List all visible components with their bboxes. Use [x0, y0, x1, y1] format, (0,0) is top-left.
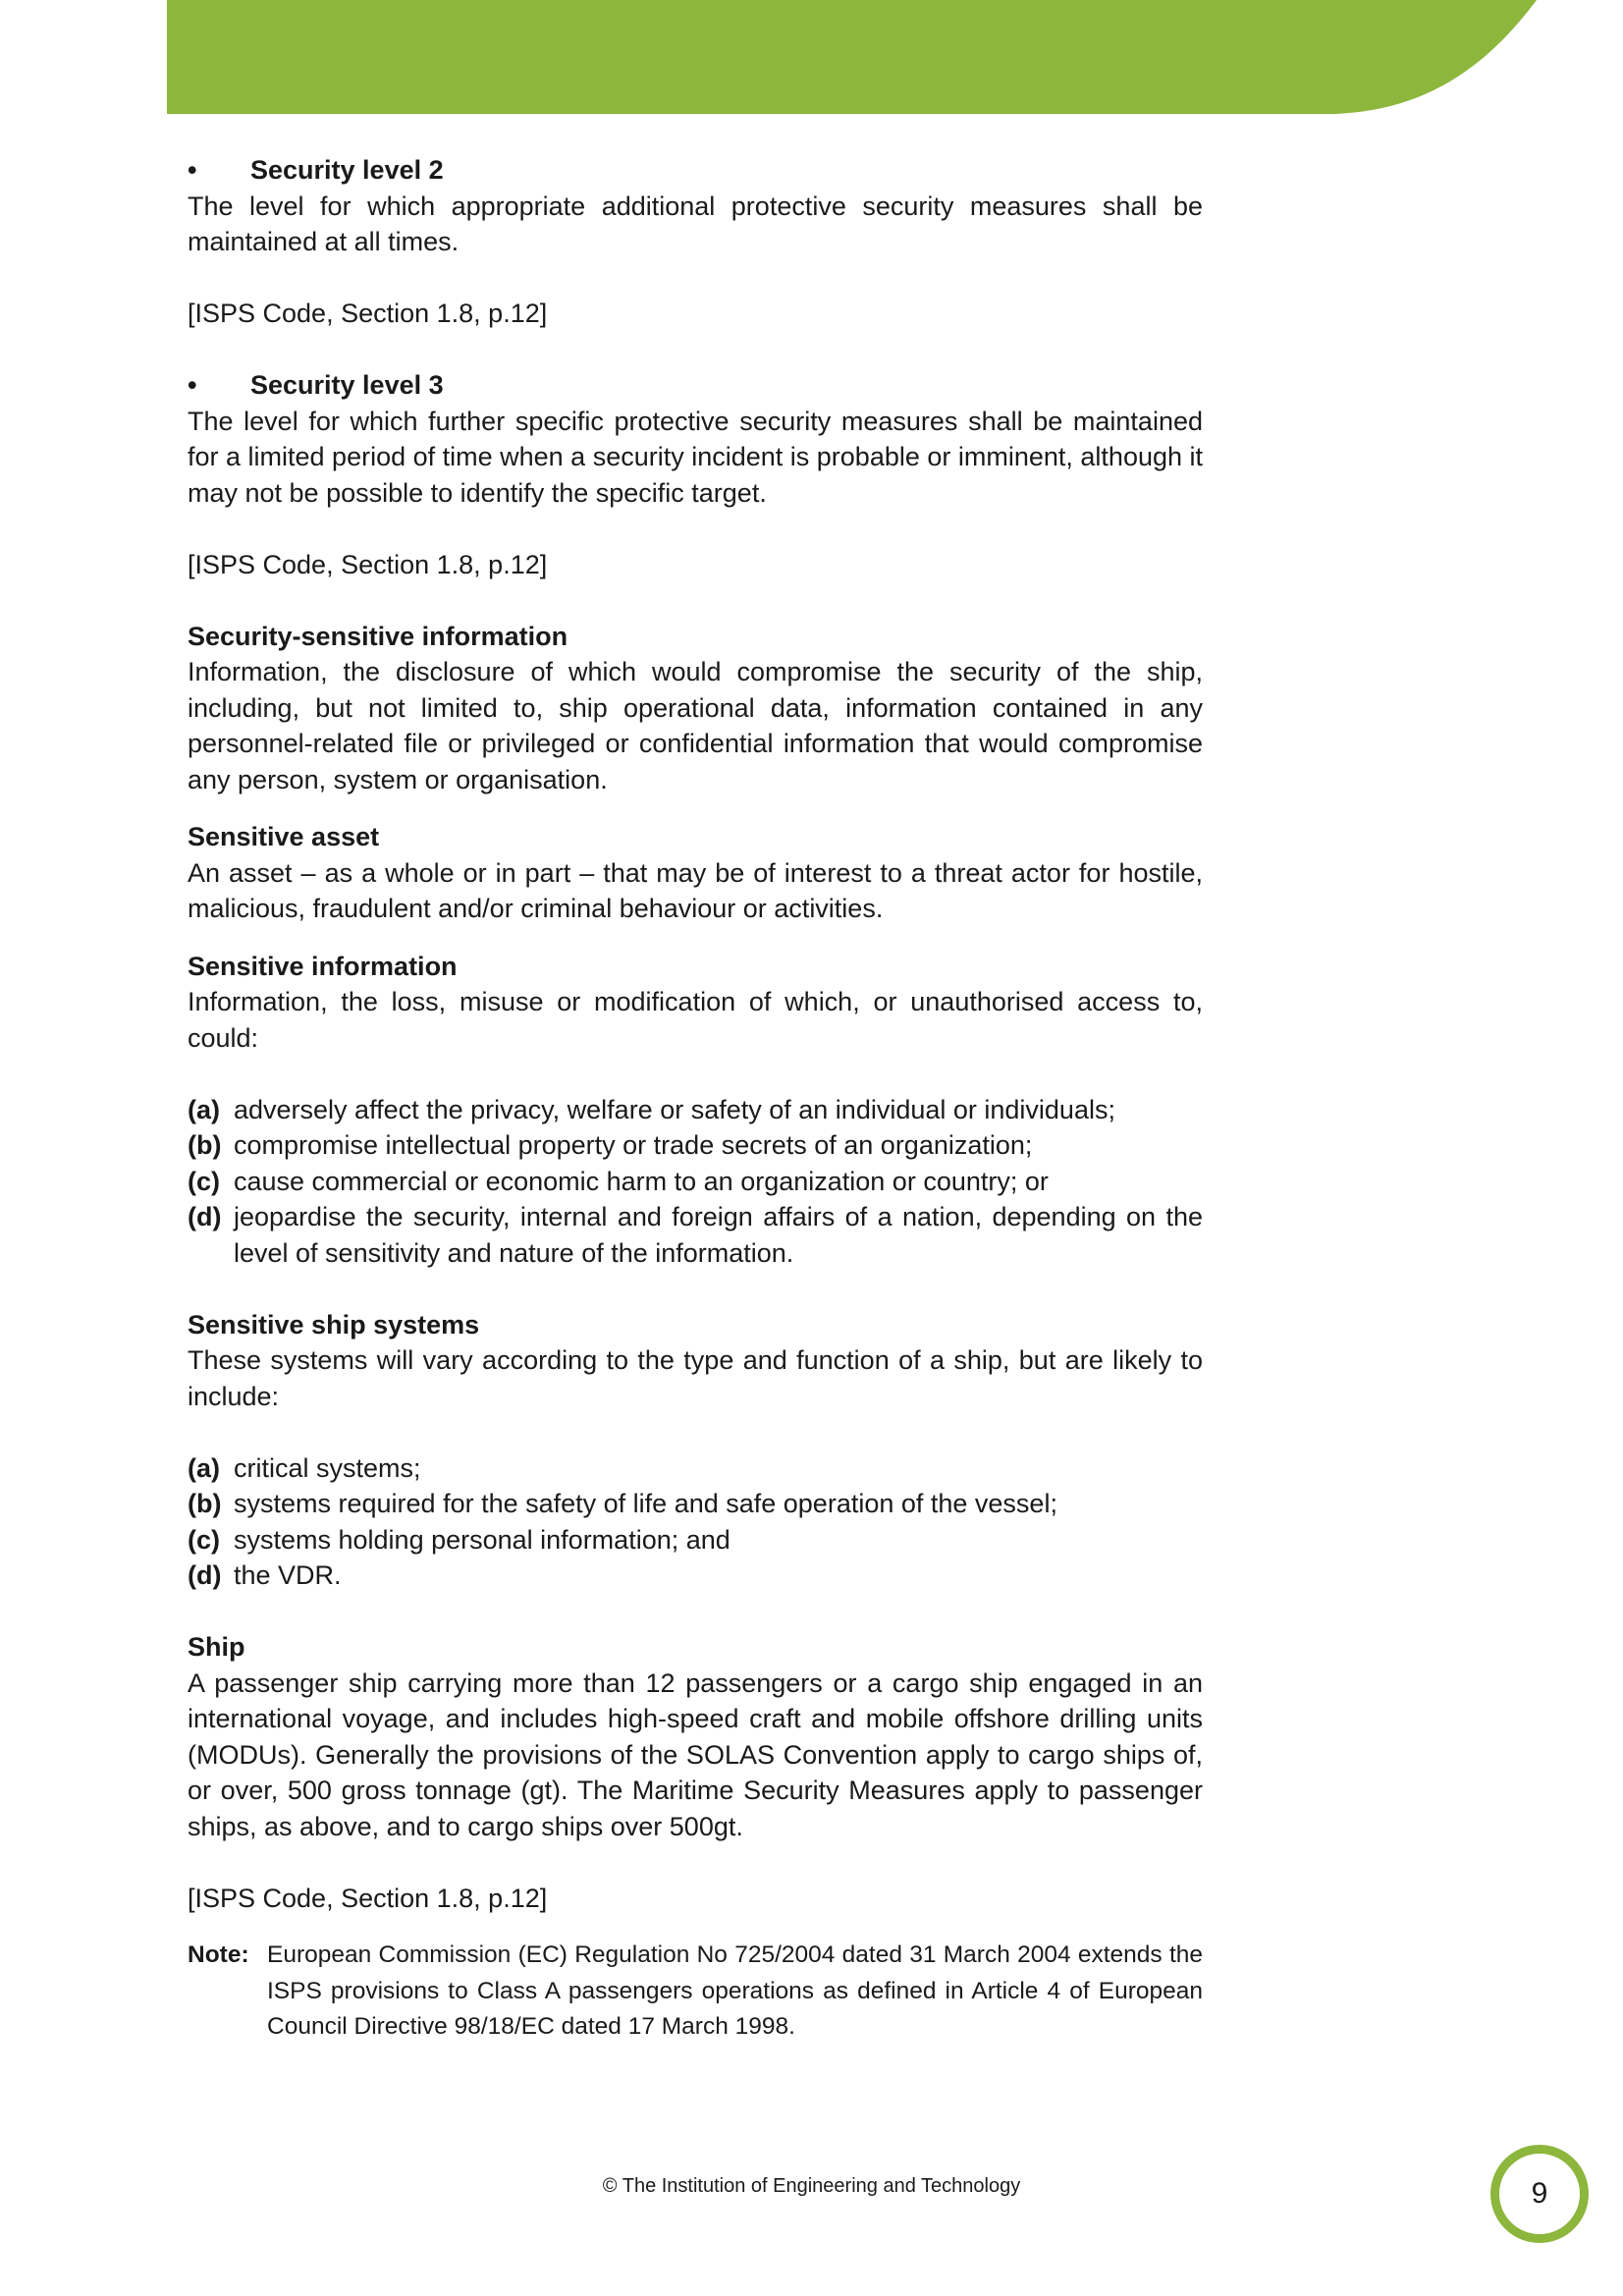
page-number: 9: [1531, 2177, 1548, 2210]
list-item-text: the VDR.: [234, 1560, 342, 1590]
sensitive-ship-systems-heading: Sensitive ship systems: [188, 1309, 480, 1339]
sensitive-information-body: Information, the loss, misuse or modification of which, or unauthorised access to, could:: [188, 987, 1203, 1053]
list-item: [188, 1127, 1203, 1164]
header-banner: [0, 0, 1623, 114]
note-text: European Commission (EC) Regulation No 725/2004 dated 31 March 2004 extends the ISPS provisions to Class A passengers operations as defined in Article 4 of European Council Directive 98/18/EC dated 17 March 1998.: [267, 1941, 1203, 2040]
list-item-text: systems holding personal information; and: [234, 1524, 730, 1555]
ship-citation: [ISPS Code, Section 1.8, p.12]: [188, 1883, 548, 1913]
ship-body: A passenger ship carrying more than 12 passengers or a cargo ship engaged in an international voyage, and includes high-speed craft and mobile offshore drilling units (MODUs). Generally the provisions of the SOLAS Convention apply to cargo ships of, or over, 500 gross tonnage (gt). The Maritime Security Measures apply to passenger ships, as above, and to cargo ships over 500gt.: [188, 1667, 1203, 1841]
list-item-text: compromise intellectual property or trade secrets of an organization;: [234, 1130, 1033, 1160]
list-item-text: critical systems;: [234, 1452, 421, 1483]
ship-heading: Ship: [188, 1632, 245, 1662]
list-item: [188, 1558, 1203, 1594]
list-item-text: jeopardise the security, internal and foreign affairs of a nation, depending on the level of sensitivity and nature of the information.: [234, 1202, 1203, 1268]
security-sensitive-information-heading: Security-sensitive information: [188, 621, 568, 651]
note-label: Note:: [188, 1941, 249, 1968]
sensitive-asset-body: An asset – as a whole or in part – that may be of interest to a threat actor for hostile, malicious, fraudulent and/or criminal behaviour or activities.: [188, 857, 1203, 923]
bullet-icon: •: [188, 370, 197, 400]
sensitive-information-heading: Sensitive information: [188, 951, 458, 981]
security-sensitive-information-body: Information, the disclosure of which would compromise the security of the ship, including, but not limited to, ship operational data, information contained in any personnel-related file or privileged or confidential information that would compromise any person, system or organisation.: [188, 657, 1203, 794]
list-item: [188, 1486, 1203, 1522]
page-content: [188, 152, 1203, 2046]
security-level-2-body: The level for which appropriate additional protective security measures shall be maintained at all times.: [188, 191, 1203, 256]
list-item: [188, 1092, 1203, 1128]
security-level-2-heading: [188, 152, 1203, 189]
list-marker: (d): [188, 1202, 222, 1231]
list-item-text: systems required for the safety of life and safe operation of the vessel;: [234, 1489, 1057, 1518]
list-marker: (c): [188, 1524, 220, 1555]
bullet-icon: •: [188, 155, 197, 185]
security-level-3-title: Security level 3: [250, 370, 444, 400]
list-marker: (b): [188, 1489, 222, 1518]
list-item: [188, 1450, 1203, 1487]
list-item: [188, 1164, 1203, 1200]
security-level-3-heading: [188, 367, 1203, 404]
sensitive-ship-systems-list: [188, 1450, 1203, 1594]
security-level-3-citation: [ISPS Code, Section 1.8, p.12]: [188, 549, 548, 579]
header-banner-shape: [167, 0, 1537, 114]
list-marker: (b): [188, 1130, 222, 1160]
list-marker: (a): [188, 1452, 220, 1483]
security-level-2-title: Security level 2: [250, 155, 444, 185]
list-marker: (a): [188, 1094, 220, 1124]
page-number-badge: [1490, 2145, 1589, 2243]
list-marker: (d): [188, 1560, 222, 1590]
footer-copyright: © The Institution of Engineering and Technology: [602, 2175, 1021, 2197]
list-item: [188, 1522, 1203, 1558]
security-level-3-body: The level for which further specific protective security measures shall be maintained for a limited period of time when a security incident is probable or imminent, although it may not be possible to identify the specific target.: [188, 406, 1204, 508]
sensitive-asset-heading: Sensitive asset: [188, 822, 380, 851]
list-item: [188, 1199, 1203, 1271]
security-level-2-citation: [ISPS Code, Section 1.8, p.12]: [188, 299, 548, 328]
sensitive-information-list: [188, 1092, 1203, 1272]
list-marker: (c): [188, 1166, 220, 1196]
sensitive-ship-systems-body: These systems will vary according to the type and function of a ship, but are likely to include:: [188, 1345, 1203, 1411]
list-item-text: cause commercial or economic harm to an organization or country; or: [234, 1166, 1049, 1196]
note-block: [188, 1938, 1203, 2046]
list-item-text: adversely affect the privacy, welfare or safety of an individual or individuals;: [234, 1094, 1115, 1124]
